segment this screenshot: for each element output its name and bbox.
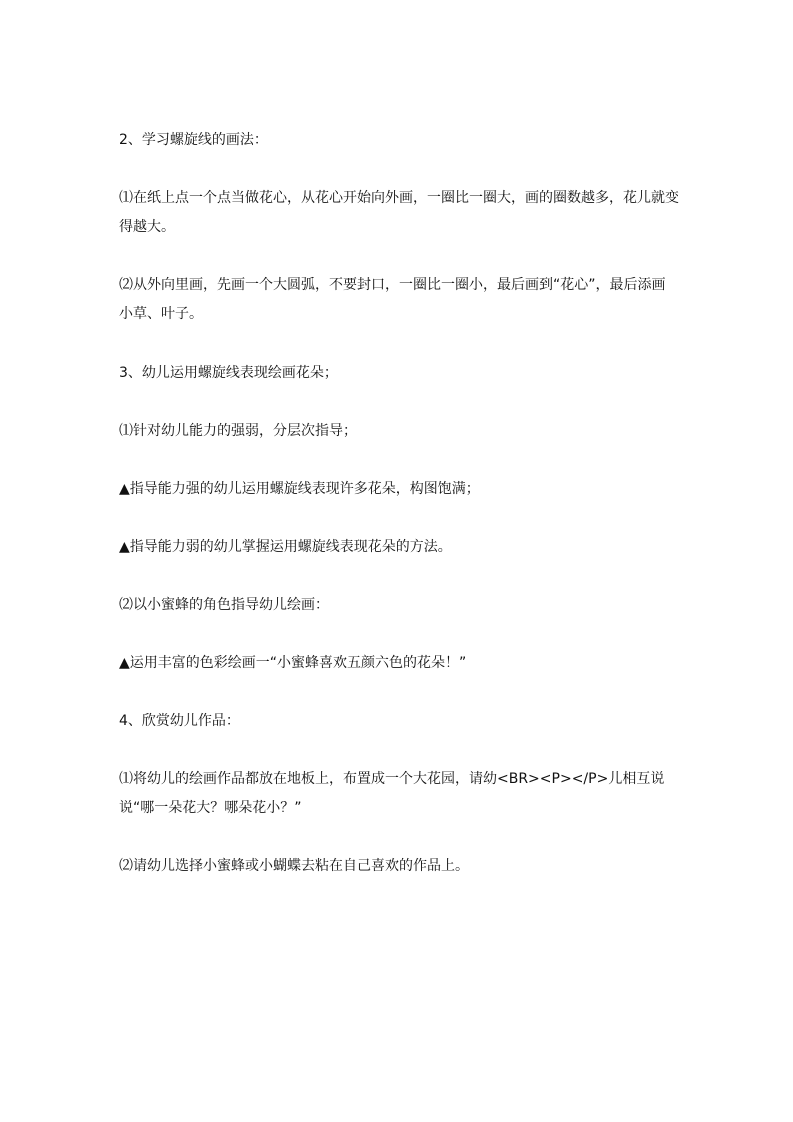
paragraph-step-3-2: ⑵以小蜜蜂的角色指导幼儿绘画： [119,597,329,613]
bullet-weak-ability: ▲指导能力弱的幼儿掌握运用螺旋线表现花朵的方法。 [119,539,452,555]
bullet-strong-ability: ▲指导能力强的幼儿运用螺旋线表现许多花朵，构图饱满； [119,481,480,497]
paragraph-step-2-2: ⑵从外向里画，先画一个大圆弧，不要封口，一圈比一圈小，最后画到“花心”，最后添画小草、叶子。 [119,277,666,322]
heading-step-2: 2、学习螺旋线的画法： [119,132,268,148]
bullet-colors: ▲运用丰富的色彩绘画一“小蜜蜂喜欢五颜六色的花朵！” [119,655,467,671]
paragraph-step-4-1: ⑴将幼儿的绘画作品都放在地板上，布置成一个大花园，请幼<BR><P></P>儿相互说说“哪一朵花大？哪朵花小？” [119,771,665,816]
paragraph-step-4-2: ⑵请幼儿选择小蜜蜂或小蝴蝶去粘在自己喜欢的作品上。 [119,858,469,874]
paragraph-step-2-1: ⑴在纸上点一个点当做花心，从花心开始向外画，一圈比一圈大，画的圈数越多，花儿就变得越大。 [119,190,679,235]
paragraph-step-3-1: ⑴针对幼儿能力的强弱，分层次指导； [119,423,357,439]
heading-step-4: 4、欣赏幼儿作品： [119,713,240,729]
heading-step-3: 3、幼儿运用螺旋线表现绘画花朵； [119,365,338,381]
